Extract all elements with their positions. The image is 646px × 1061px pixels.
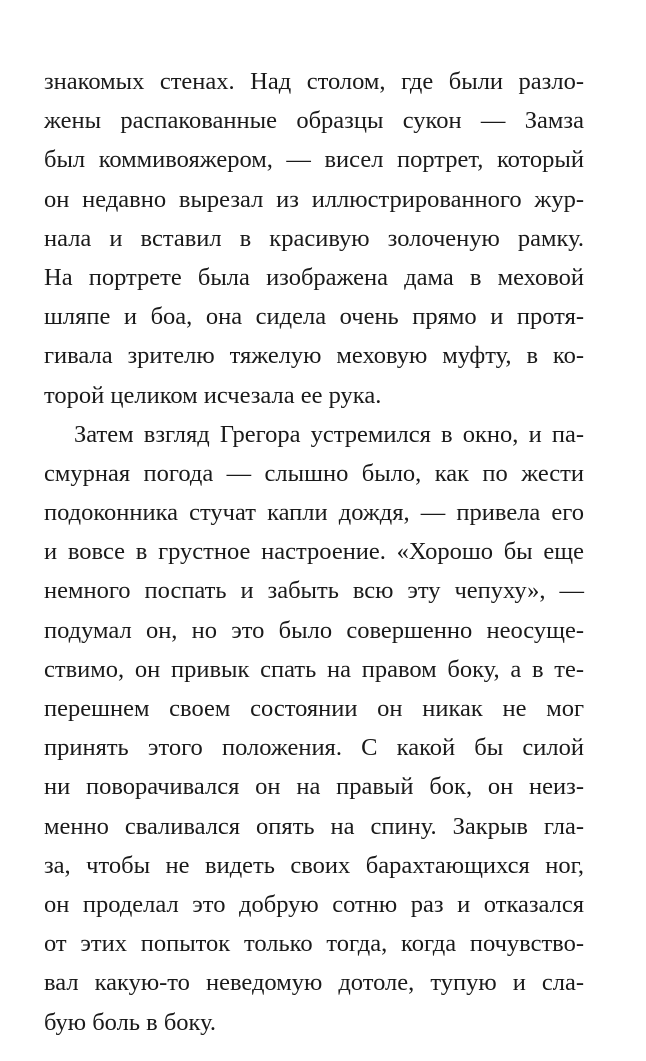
- text-line: вал какую-то неведомую дотоле, тупую и сла-: [44, 969, 584, 997]
- text-line: ствимо, он привык спать на правом боку, а в те-: [44, 655, 584, 683]
- text-line: подумал он, но это было совершенно неосуще-: [44, 616, 584, 644]
- text-line: знакомых стенах. Над столом, где были разло-: [44, 68, 584, 95]
- text-line: за, чтобы не видеть своих барахтающихся ног,: [44, 851, 584, 879]
- text-line: бую боль в боку.: [44, 1008, 217, 1036]
- text-line: гивала зрителю тяжелую меховую муфту, в ко-: [44, 342, 584, 370]
- text-line: он проделал это добрую сотню раз и отказался: [44, 890, 584, 918]
- text-line: смурная погода — слышно было, как по жести: [44, 459, 584, 487]
- text-line: менно сваливался опять на спину. Закрыв гла-: [44, 812, 584, 840]
- text-line: был коммивояжером, — висел портрет, который: [44, 146, 584, 174]
- text-line: немного поспать и забыть всю эту чепуху», —: [44, 577, 584, 605]
- text-line: жены распакованные образцы сукон — Замза: [44, 107, 584, 135]
- text-line: Затем взгляд Грегора устремился в окно, и па-: [74, 420, 584, 448]
- text-line: торой целиком исчезала ее рука.: [44, 381, 382, 409]
- text-line: и вовсе в грустное настроение. «Хорошо бы еще: [44, 538, 584, 566]
- text-line: подоконника стучат капли дождя, — привела его: [44, 499, 584, 527]
- paragraph-2: [44, 415, 584, 1042]
- body-text: [44, 62, 584, 1042]
- text-line: ни поворачивался он на правый бок, он неиз-: [44, 773, 584, 801]
- text-line: перешнем своем состоянии он никак не мог: [44, 695, 584, 722]
- text-line: шляпе и боа, она сидела очень прямо и протя-: [44, 303, 584, 331]
- paragraph-1: [44, 62, 584, 415]
- text-line: принять этого положения. С какой бы силой: [44, 734, 584, 762]
- text-line: от этих попыток только тогда, когда почувство-: [44, 930, 584, 958]
- text-line: нала и вставил в красивую золоченую рамку.: [44, 224, 584, 252]
- text-line: он недавно вырезал из иллюстрированного жур-: [44, 185, 584, 213]
- text-line: На портрете была изображена дама в меховой: [44, 263, 584, 291]
